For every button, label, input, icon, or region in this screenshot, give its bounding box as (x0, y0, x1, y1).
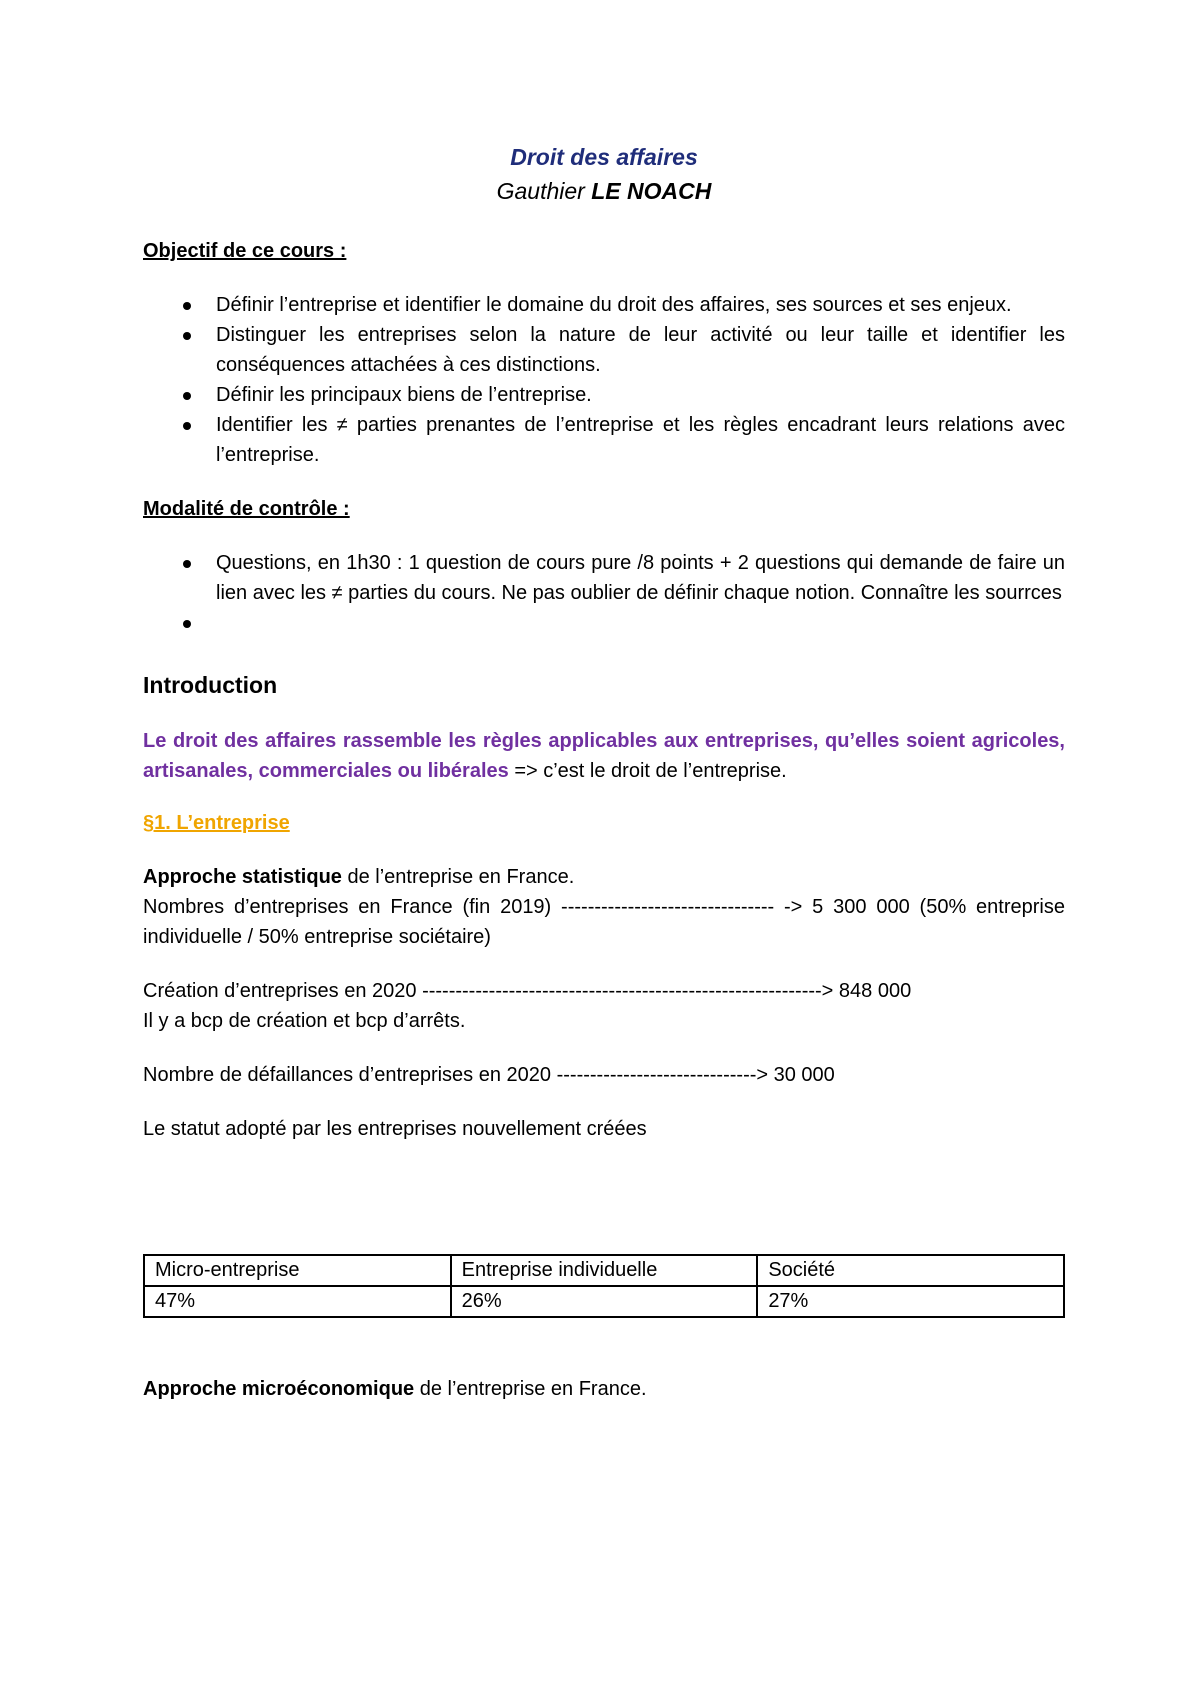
bullet-icon (183, 332, 191, 340)
list-item: Définir les principaux biens de l’entreprise. (143, 380, 1065, 410)
definition-highlight: Le droit des affaires rassemble les règles applicables aux entreprises, qu’elles soient agricoles, artisanales, commerciales ou libérales (143, 730, 1065, 782)
author-first-name: Gauthier (496, 178, 585, 204)
list-item: Questions, en 1h30 : 1 question de cours pure /8 points + 2 questions qui demande de faire un lien avec les ≠ parties du cours. Ne pas oublier de définir chaque notion. Connaître les sourrces (143, 548, 1065, 608)
list-item: Distinguer les entreprises selon la nature de leur activité ou leur taille et identifier les conséquences attachées à ces distinctions. (143, 320, 1065, 380)
list-item: Définir l’entreprise et identifier le domaine du droit des affaires, ses sources et ses enjeux. (143, 290, 1065, 320)
bullet-icon (183, 422, 191, 430)
introduction-heading: Introduction (143, 672, 278, 698)
section1-heading: §1. L’entreprise (143, 812, 290, 834)
table-row (144, 1255, 1064, 1286)
companies-count-line: Nombres d’entreprises en France (fin 2019) -------------------------------- -> 5 300 000 (50% entreprise individuelle / 50% entreprise sociétaire) (143, 896, 1065, 948)
document-author (143, 174, 1065, 208)
table-row (144, 1286, 1064, 1317)
list-item: Identifier les ≠ parties prenantes de l’entreprise et les règles encadrant leurs relations avec l’entreprise. (143, 410, 1065, 470)
creation-line: Création d’entreprises en 2020 ------------------------------------------------------------> 848 000 (143, 980, 912, 1002)
definition-rest: => c’est le droit de l’entreprise. (508, 760, 787, 782)
bullet-icon (183, 302, 191, 310)
bullet-icon (183, 392, 191, 400)
micro-approach-label: Approche microéconomique (143, 1378, 415, 1400)
document-title: Droit des affaires (510, 144, 698, 170)
failures-line: Nombre de défaillances d’entreprises en 2020 ------------------------------> 30 000 (143, 1064, 835, 1086)
control-list (143, 548, 1065, 638)
statistics-paragraph: Approche statistique de l’entreprise en France. Nombres d’entreprises en France (fin 2019) -------------------------------- -> 5 300 000 (50% entreprise individuelle / 50% entreprise sociétaire) (143, 862, 1065, 952)
control-label: Modalité de contrôle : (143, 498, 350, 520)
table-header-cell: Micro-entreprise (144, 1255, 451, 1286)
table-header-cell: Entreprise individuelle (451, 1255, 758, 1286)
microeconomic-paragraph: Approche microéconomique de l’entreprise en France. (143, 1378, 647, 1400)
stat-approach-label: Approche statistique (143, 866, 342, 888)
list-item (143, 608, 1065, 638)
table-cell: 27% (757, 1286, 1064, 1317)
objectives-list (143, 290, 1065, 470)
table-cell: 47% (144, 1286, 451, 1317)
creation-note: Il y a bcp de création et bcp d’arrêts. (143, 1010, 466, 1032)
document-page (143, 140, 1065, 1404)
table-header-cell: Société (757, 1255, 1064, 1286)
status-line: Le statut adopté par les entreprises nouvellement créées (143, 1118, 647, 1140)
definition-paragraph (143, 726, 1065, 786)
status-table (143, 1254, 1065, 1318)
objectives-label: Objectif de ce cours : (143, 240, 347, 262)
bullet-icon (183, 620, 191, 628)
author-last-name: LE NOACH (591, 178, 712, 204)
creation-paragraph (143, 976, 1065, 1036)
table-cell: 26% (451, 1286, 758, 1317)
bullet-icon (183, 560, 191, 568)
